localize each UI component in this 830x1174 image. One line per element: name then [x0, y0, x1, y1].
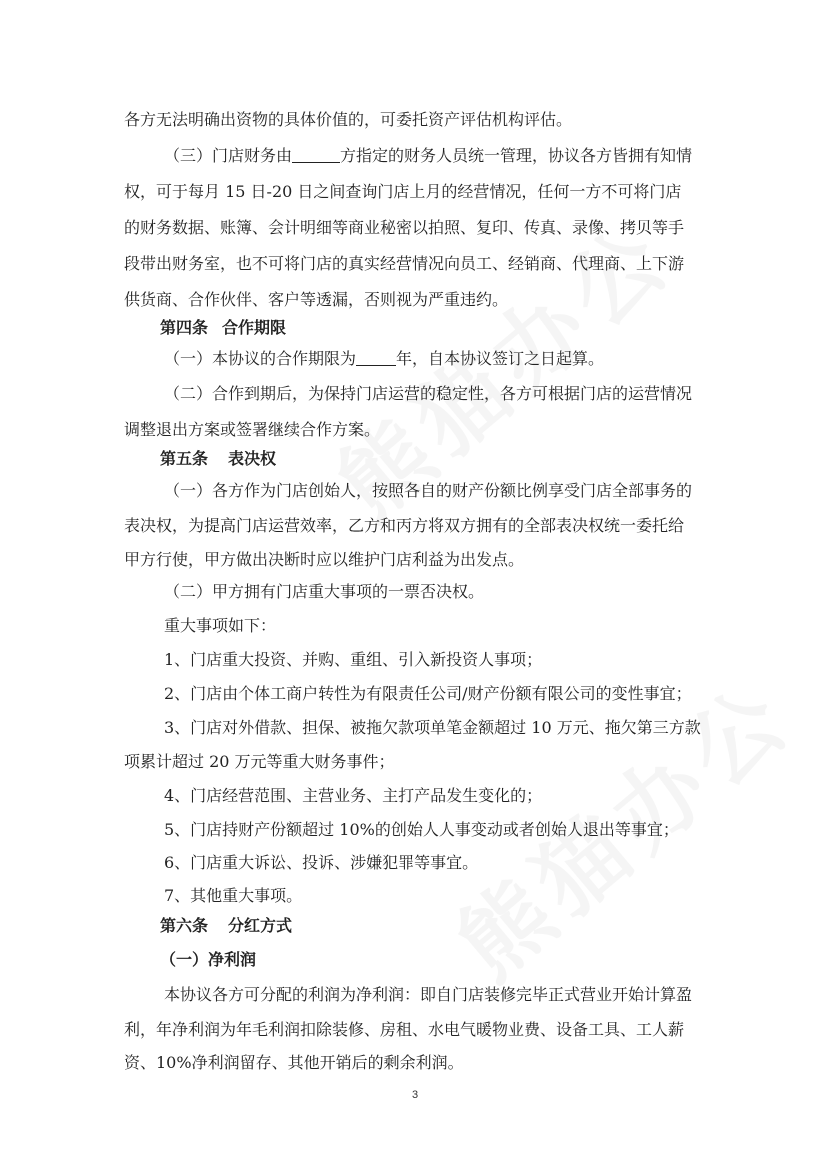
article-title: 分红方式 [228, 916, 293, 935]
article-title: 合作期限 [222, 318, 287, 337]
list-item: 6、门店重大诉讼、投诉、涉嫌犯罪等事宜。 [164, 853, 479, 872]
list-item: 7、其他重大事项。 [164, 886, 303, 905]
text-span: （一）本协议的合作期限为 [164, 349, 357, 368]
article-heading [160, 916, 750, 936]
paragraph-line: 调整退出方案或签署继续合作方案。 [124, 420, 381, 439]
text-span: 方指定的财务人员统一管理，协议各方皆拥有知情 [340, 146, 693, 165]
article-number: 第四条 [160, 318, 209, 337]
paragraph-line: （二）甲方拥有门店重大事项的一票否决权。 [164, 582, 485, 601]
paragraph-line: 甲方行使，甲方做出决断时应以维护门店利益为出发点。 [124, 550, 525, 569]
list-item: 5、门店持财产份额超过 10%的创始人人事变动或者创始人退出等事宜； [164, 820, 679, 839]
paragraph-line: 各方无法明确出资物的具体价值的，可委托资产评估机构评估。 [124, 110, 573, 129]
article-number: 第六条 [160, 916, 209, 935]
fill-in-blank[interactable] [356, 349, 396, 366]
paragraph-line: 资、10%净利润留存、其他开销后的剩余利润。 [124, 1053, 464, 1072]
paragraph-line: 供货商、合作伙伴、客户等透漏，否则视为严重违约。 [124, 290, 509, 309]
article-heading [160, 318, 750, 338]
paragraph-line: 的财务数据、账簿、会计明细等商业秘密以拍照、复印、传真、录像、拷贝等手 [124, 218, 685, 237]
paragraph-line [164, 146, 754, 166]
paragraph-line: 段带出财务室，也不可将门店的真实经营情况向员工、经销商、代理商、上下游 [124, 254, 685, 273]
article-title: 表决权 [228, 449, 277, 468]
paragraph-line: 权，可于每月 15 日-20 日之间查询门店上月的经营情况，任何一方不可将门店 [124, 182, 682, 201]
fill-in-blank[interactable] [292, 146, 340, 163]
paragraph-line: 表决权，为提高门店运营效率，乙方和丙方将双方拥有的全部表决权统一委托给 [124, 516, 685, 535]
list-item: 2、门店由个体工商户转性为有限责任公司/财产份额有限公司的变性事宜； [164, 684, 692, 703]
article-heading [160, 449, 750, 469]
list-item: 1、门店重大投资、并购、重组、引入新投资人事项； [164, 650, 543, 669]
text-span: （三）门店财务由 [164, 146, 293, 165]
paragraph-line: （二）合作到期后，为保持门店运营的稳定性，各方可根据门店的运营情况 [164, 384, 693, 403]
list-item: 4、门店经营范围、主营业务、主打产品发生变化的； [164, 786, 543, 805]
list-item: 项累计超过 20 万元等重大财务事件； [124, 752, 395, 771]
paragraph-line: 本协议各方可分配的利润为净利润：即自门店装修完毕正式营业开始计算盈 [164, 985, 693, 1004]
paragraph-line [164, 349, 754, 369]
page-number: 3 [411, 1089, 419, 1101]
text-span: 年，自本协议签订之日起算。 [396, 349, 605, 368]
section-subheading: （一）净利润 [160, 950, 257, 969]
paragraph-line: 利，年净利润为年毛利润扣除装修、房租、水电气暖物业费、设备工具、工人薪 [124, 1020, 685, 1039]
article-number: 第五条 [160, 449, 209, 468]
paragraph-line: 重大事项如下： [164, 616, 277, 635]
paragraph-line: （一）各方作为门店创始人，按照各自的财产份额比例享受门店全部事务的 [164, 481, 693, 500]
list-item: 3、门店对外借款、担保、被拖欠款项单笔金额超过 10 万元、拖欠第三方款 [164, 718, 701, 737]
